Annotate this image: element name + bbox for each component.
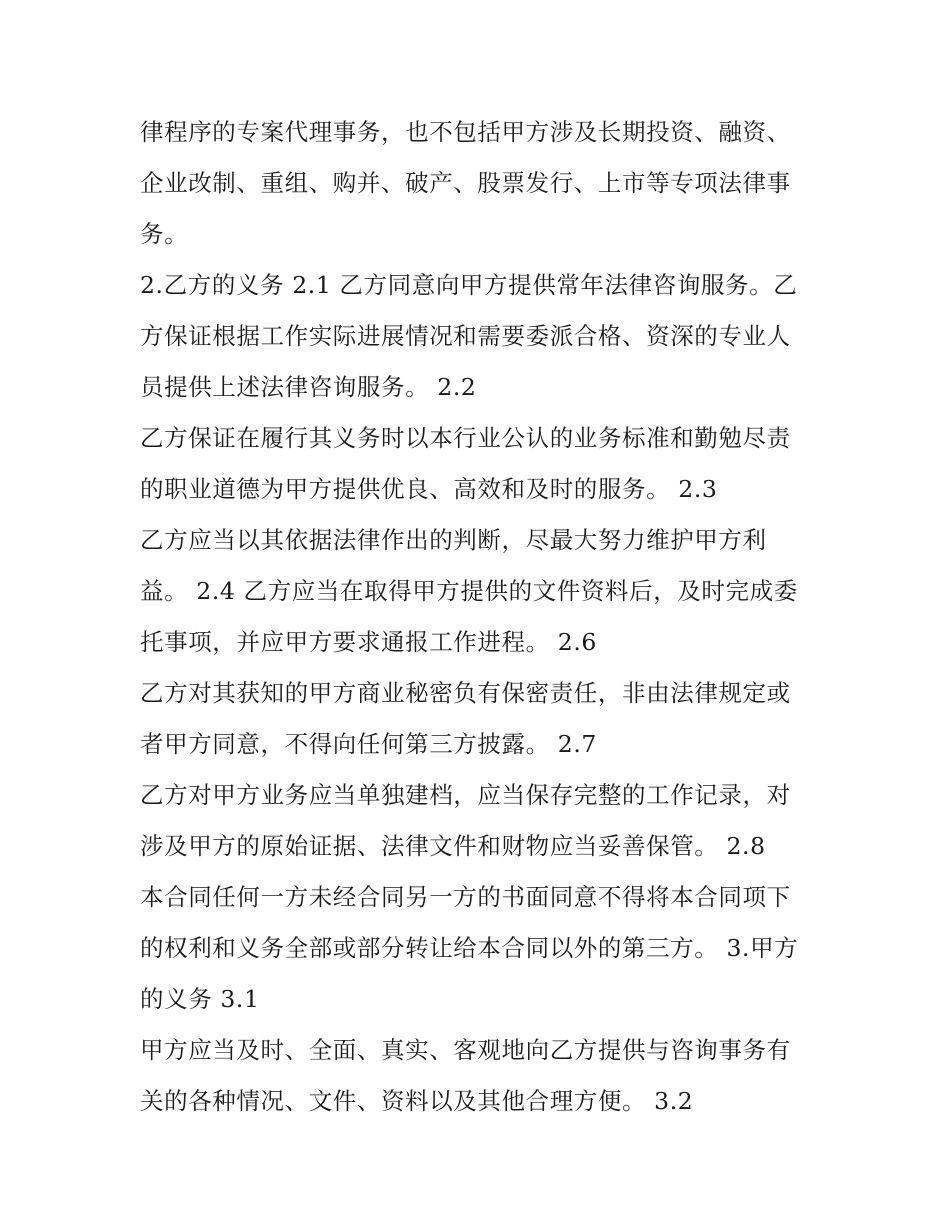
text-line: 的义务 3.1 [140, 985, 260, 1013]
text-line: 益。 2.4 乙方应当在取得甲方提供的文件资料后，及时完成委 [140, 577, 798, 605]
text-line: 本合同任何一方未经合同另一方的书面同意不得将本合同项下 [140, 883, 791, 911]
text-line: 企业改制、重组、购并、破产、股票发行、上市等专项法律事 [140, 169, 791, 197]
text-line: 者甲方同意，不得向任何第三方披露。 2.7 [140, 730, 597, 758]
text-line: 律程序的专案代理事务，也不包括甲方涉及长期投资、融资、 [140, 118, 791, 146]
text-line: 2.乙方的义务 2.1 乙方同意向甲方提供常年法律咨询服务。乙 [140, 271, 798, 299]
text-line: 员提供上述法律咨询服务。 2.2 [140, 373, 477, 401]
text-line: 关的各种情况、文件、资料以及其他合理方便。 3.2 [140, 1087, 694, 1115]
text-line: 托事项，并应甲方要求通报工作进程。 2.6 [140, 628, 597, 656]
text-line: 乙方应当以其依据法律作出的判断，尽最大努力维护甲方利 [140, 526, 767, 554]
text-line: 乙方对甲方业务应当单独建档，应当保存完整的工作记录，对 [140, 781, 791, 809]
text-line: 甲方应当及时、全面、真实、客观地向乙方提供与咨询事务有 [140, 1036, 791, 1064]
text-line: 乙方保证在履行其义务时以本行业公认的业务标准和勤勉尽责 [140, 424, 791, 452]
document-body [140, 107, 820, 1127]
text-line: 的权利和义务全部或部分转让给本合同以外的第三方。 3.甲方 [140, 934, 799, 962]
text-line: 务。 [140, 220, 189, 248]
text-line: 涉及甲方的原始证据、法律文件和财物应当妥善保管。 2.8 [140, 832, 766, 860]
text-line: 方保证根据工作实际进展情况和需要委派合格、资深的专业人 [140, 322, 791, 350]
text-line: 的职业道德为甲方提供优良、高效和及时的服务。 2.3 [140, 475, 718, 503]
text-line: 乙方对其获知的甲方商业秘密负有保密责任，非由法律规定或 [140, 679, 791, 707]
